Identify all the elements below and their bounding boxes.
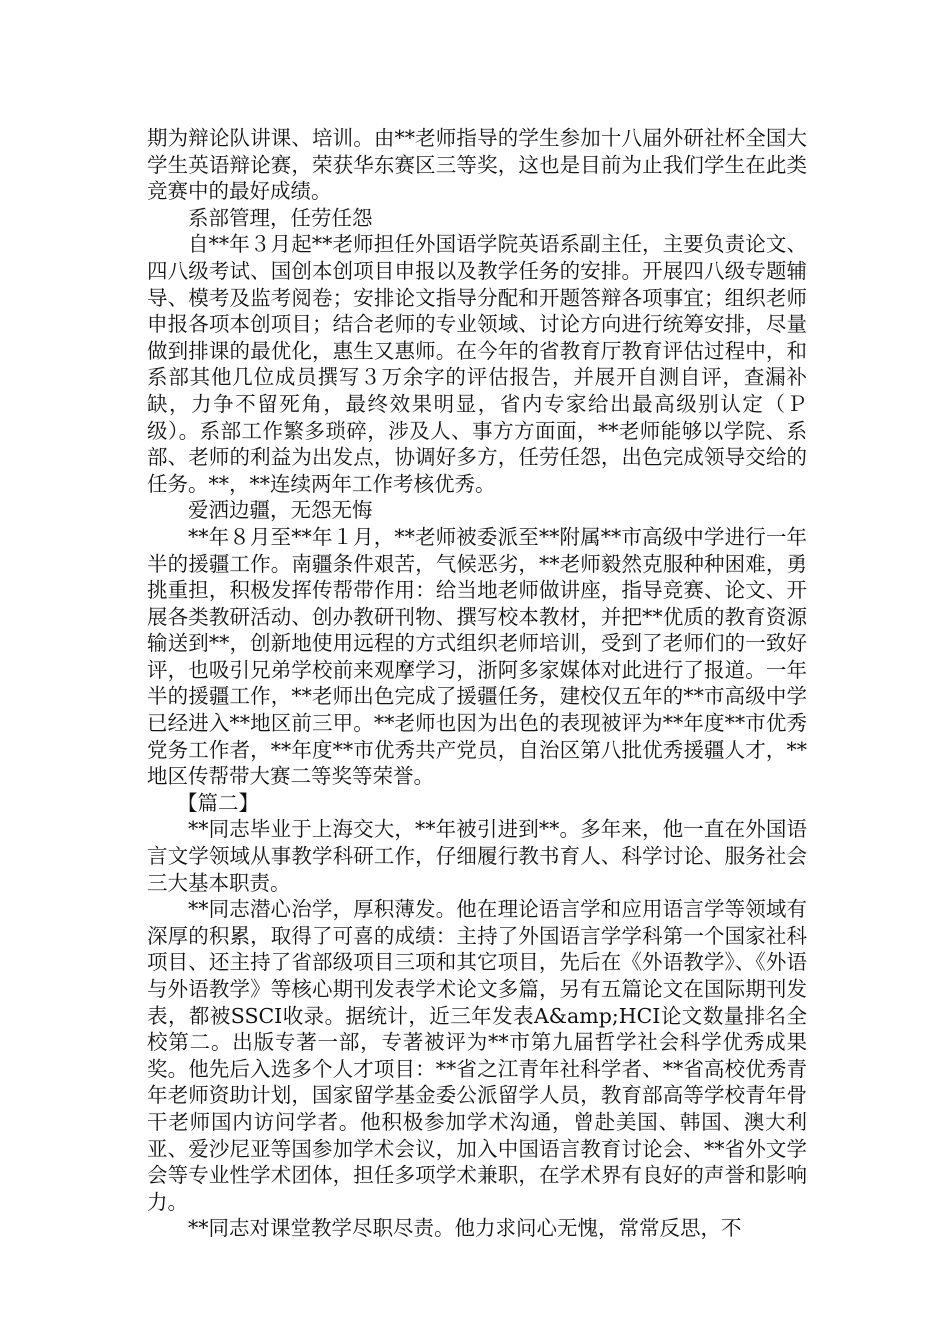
- paragraph-frontier-service: **年８月至**年１月，**老师被委派至**附属**市高级中学进行一年半的援疆工作。南疆条件艰苦，气候恶劣，**老师毅然克服种种困难，勇挑重担，积极发挥传帮带作用：给当地老师做讲座，指导竞赛、论文、开展各类教研活动、创办教研刊物、撰写校本教材，并把**优质的教育资源输送到**，创新地使用远程的方式组织老师培训，受到了老师们的一致好评，也吸引兄弟学校前来观摩学习，浙阿多家媒体对此进行了报道。一年半的援疆工作，**老师出色完成了援疆任务，建校仅五年的**市高级中学已经进入**地区前三甲。**老师也因为出色的表现被评为**年度**市优秀党务工作者，**年度**市优秀共产党员，自治区第八批优秀援疆人才，**地区传帮带大赛二等奖等荣誉。: [147, 524, 807, 789]
- paragraph-department-management: 自**年３月起**老师担任外国语学院英语系副主任，主要负责论文、四八级考试、国创本创项目申报以及教学任务的安排。开展四八级专题辅导、模考及监考阅卷；安排论文指导分配和开题答辩各项事宜；组织老师申报各项本创项目；结合老师的专业领域、讨论方向进行统筹安排，尽量做到排课的最优化，惠生又惠师。在今年的省教育厅教育评估过程中，和系部其他几位成员撰写３万余字的评估报告，并展开自测自评，查漏补缺，力争不留死角，最终效果明显，省内专家给出最高级别认定（Ｐ级）。系部工作繁多琐碎，涉及人、事方方面面，**老师能够以学院、系部、老师的利益为出发点，协调好多方，任劳任怨，出色完成领导交给的任务。**，**连续两年工作考核优秀。: [147, 232, 807, 496]
- section-marker-part-two: 【篇二】: [177, 790, 259, 815]
- section-heading-department-management: 系部管理，任劳任怨: [188, 205, 373, 230]
- document-body: [147, 125, 807, 1242]
- paragraph-background: **同志毕业于上海交大，**年被引进到**。多年来，他一直在外国语言文学领域从事教学科研工作，仔细履行教书育人、科学讨论、服务社会三大基本职责。: [147, 817, 807, 895]
- paragraph-continuation: 期为辩论队讲课、培训。由**老师指导的学生参加十八届外研社杯全国大学生英语辩论赛，荣获华东赛区三等奖，这也是目前为止我们学生在此类竞赛中的最好成绩。: [147, 126, 807, 204]
- section-heading-frontier-service: 爱洒边疆，无怨无悔: [188, 498, 373, 523]
- paragraph-research: **同志潜心治学，厚积薄发。他在理论语言学和应用语言学等领域有深厚的积累，取得了可喜的成绩：主持了外国语言学学科第一个国家社科项目、还主持了省部级项目三项和其它项目，先后在《外语教学》、《外语与外语教学》等核心期刊发表学术论文多篇，另有五篇论文在国际期刊发表，都被SSCI收录。据统计，近三年发表A&amp;HCI论文数量排名全校第二。出版专著一部，专著被评为**市第九届哲学社会科学优秀成果奖。他先后入选多个人才项目：**省之江青年社科学者、**省高校优秀青年老师资助计划，国家留学基金委公派留学人员，教育部高等学校青年骨干老师国内访问学者。他积极参加学术沟通，曾赴美国、韩国、澳大利亚、爱沙尼亚等国参加学术会议，加入中国语言教育讨论会、**省外文学会等专业性学术团体，担任多项学术兼职，在学术界有良好的声誉和影响力。: [147, 897, 807, 1214]
- paragraph-teaching: **同志对课堂教学尽职尽责。他力求问心无愧，常常反思，不: [188, 1216, 742, 1241]
